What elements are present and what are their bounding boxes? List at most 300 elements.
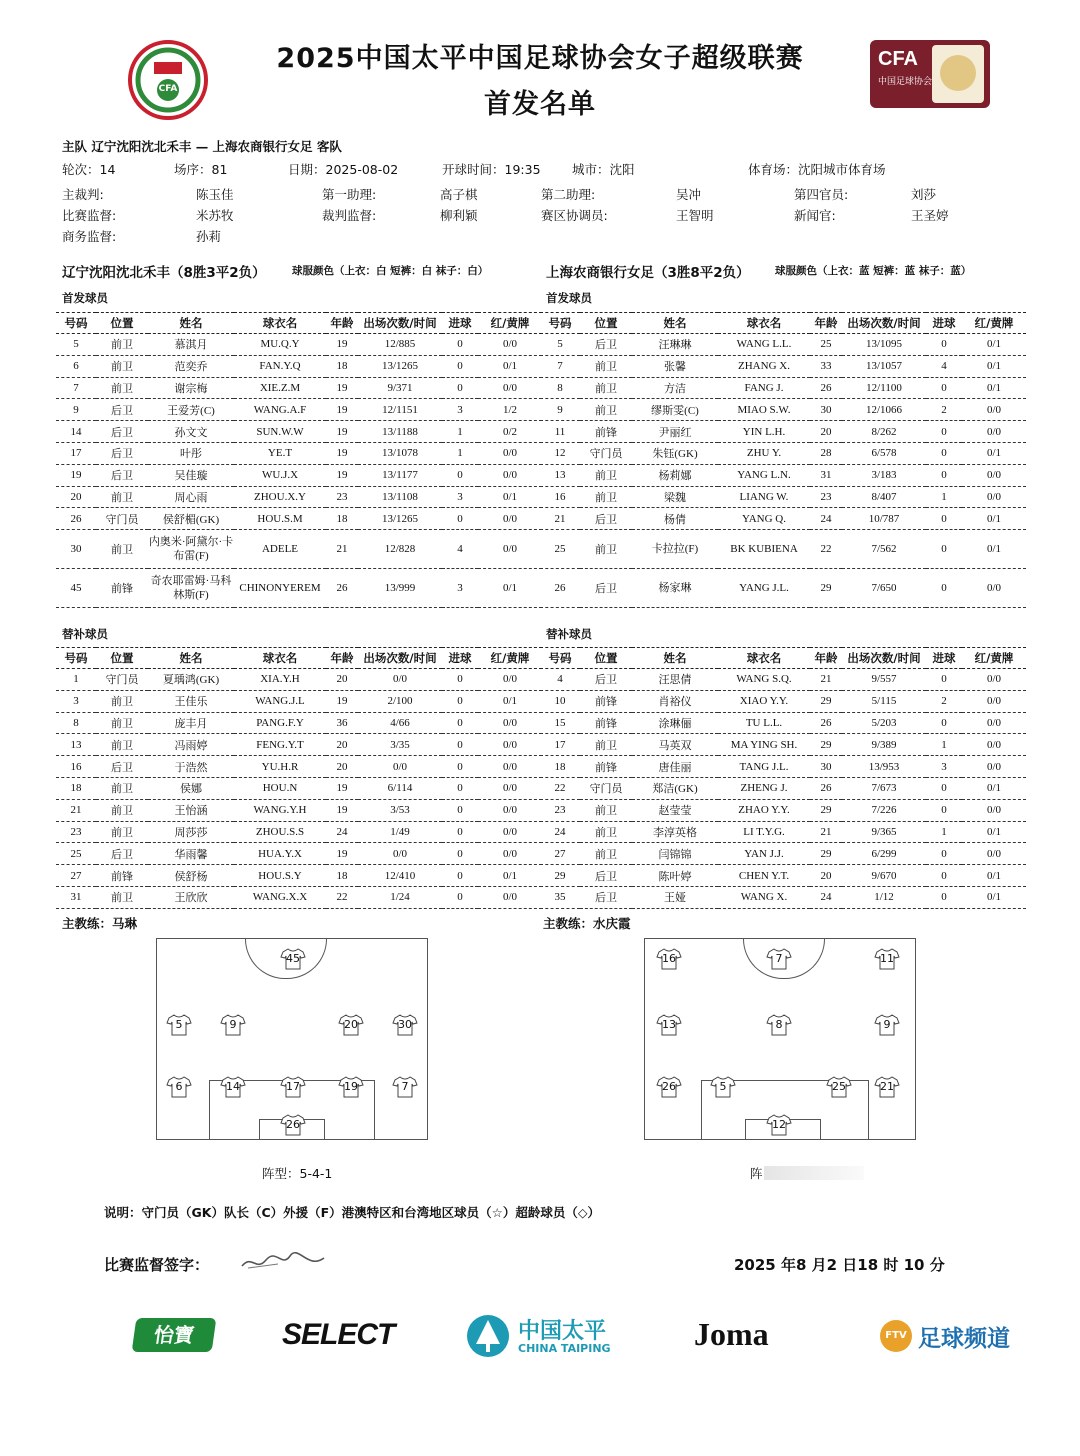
table-cell: 12/410 (358, 865, 442, 887)
column-header: 号码 (540, 313, 580, 334)
table-row (56, 442, 542, 464)
table-cell: 9 (540, 399, 580, 421)
table-cell: 12 (540, 442, 580, 464)
table-cell: YE.T (234, 442, 326, 464)
column-header: 年龄 (326, 313, 358, 334)
table-cell: 29 (810, 734, 842, 756)
table-cell: 0/0 (478, 669, 542, 691)
table-cell: 0/0 (478, 508, 542, 530)
sponsor-select (282, 1318, 394, 1352)
table-cell: 13/1078 (358, 442, 442, 464)
table-cell: LIANG W. (718, 486, 810, 508)
table-row (540, 442, 1026, 464)
table-cell: 7 (540, 355, 580, 377)
table-cell: 25 (810, 334, 842, 356)
table-cell: 0/0 (358, 756, 442, 778)
table-cell: 12/1151 (358, 399, 442, 421)
column-header: 红/黄牌 (962, 648, 1026, 669)
table-cell: 21 (56, 799, 96, 821)
table-cell: 12/885 (358, 334, 442, 356)
sponsor-joma-text: Joma (694, 1316, 769, 1352)
shirt-number: 5 (175, 1018, 183, 1031)
table-cell: 13/1177 (358, 464, 442, 486)
table-cell: SUN.W.W (234, 421, 326, 443)
table-cell: 0/0 (962, 421, 1026, 443)
table-cell: 1 (926, 486, 962, 508)
table-cell: 守门员 (580, 442, 632, 464)
column-header: 进球 (442, 313, 478, 334)
column-header: 球衣名 (718, 313, 810, 334)
table-cell: 0 (926, 886, 962, 908)
table-cell: CHEN Y.T. (718, 865, 810, 887)
home-player-shirt-icon (220, 1014, 246, 1036)
shirt-number: 26 (662, 1080, 676, 1093)
table-cell: 0/0 (962, 669, 1026, 691)
table-row (56, 464, 542, 486)
table-cell: 4 (926, 355, 962, 377)
table-row (56, 486, 542, 508)
shirt-number: 21 (880, 1080, 894, 1093)
coordinator-value: 王智明 (676, 208, 714, 223)
table-cell: 21 (540, 508, 580, 530)
table-row (540, 334, 1026, 356)
table-row (540, 690, 1026, 712)
table-cell: 守门员 (96, 508, 148, 530)
table-cell: 6/578 (842, 442, 926, 464)
home-player-shirt-icon (166, 1076, 192, 1098)
date-value: 2025-08-02 (325, 162, 399, 177)
table-cell: 30 (810, 756, 842, 778)
table-cell: 0 (442, 508, 478, 530)
table-cell: ZHENG J. (718, 777, 810, 799)
table-cell: 0/0 (478, 712, 542, 734)
table-cell: 庞丰月 (148, 712, 234, 734)
table-cell: 9/371 (358, 377, 442, 399)
table-cell: 后卫 (580, 886, 632, 908)
ref-supervisor-value: 柳利颖 (440, 208, 478, 223)
table-cell: 20 (810, 421, 842, 443)
column-header: 年龄 (810, 648, 842, 669)
table-cell: 8 (540, 377, 580, 399)
table-row (56, 886, 542, 908)
shirt-number: 8 (775, 1018, 783, 1031)
table-cell: 12/1100 (842, 377, 926, 399)
table-cell: 13/1265 (358, 355, 442, 377)
table-row (540, 865, 1026, 887)
table-cell: 6/114 (358, 777, 442, 799)
away-coach-label: 主教练： (543, 916, 594, 931)
shirt-number: 20 (344, 1018, 358, 1031)
table-cell: 5 (540, 334, 580, 356)
table-row (540, 886, 1026, 908)
home-player-shirt-icon (280, 948, 306, 970)
table-cell: 0/1 (962, 886, 1026, 908)
table-cell: 0 (442, 734, 478, 756)
table-cell: YANG L.N. (718, 464, 810, 486)
table-cell: 3/53 (358, 799, 442, 821)
table-cell: 0 (926, 843, 962, 865)
table-cell: 0 (442, 799, 478, 821)
table-row (540, 486, 1026, 508)
table-cell: 守门员 (580, 777, 632, 799)
away-kit: 球服颜色（上衣：蓝 短裤：蓝 袜子：蓝） (775, 265, 972, 277)
column-header: 姓名 (632, 313, 718, 334)
table-cell: 4 (540, 669, 580, 691)
table-row (540, 569, 1026, 608)
table-cell: 13/1265 (358, 508, 442, 530)
table-cell: YANG Q. (718, 508, 810, 530)
table-cell: 0/0 (478, 756, 542, 778)
column-header: 姓名 (632, 648, 718, 669)
column-header: 号码 (56, 648, 96, 669)
table-cell: 方洁 (632, 377, 718, 399)
away-starters-label: 首发球员 (546, 291, 592, 305)
sponsor-cestbon-text: 怡寶 (152, 1323, 196, 1347)
table-row (56, 530, 542, 569)
round (62, 160, 115, 178)
column-header: 红/黄牌 (478, 313, 542, 334)
rose-icon (932, 45, 984, 103)
table-cell: 0 (442, 377, 478, 399)
table-cell: ZHAO Y.Y. (718, 799, 810, 821)
table-cell: WANG S.Q. (718, 669, 810, 691)
table-cell: ZHANG X. (718, 355, 810, 377)
table-cell: 内奥米·阿黛尔·卡布雷(F) (148, 530, 234, 569)
home-player-shirt-icon (280, 1114, 306, 1136)
table-cell: 0 (442, 777, 478, 799)
table-cell: 前卫 (580, 530, 632, 569)
shirt-number: 17 (286, 1080, 300, 1093)
table-cell: 叶彤 (148, 442, 234, 464)
table-cell: 前锋 (96, 569, 148, 608)
home-formation-pitch (156, 938, 428, 1140)
table-cell: 1/2 (478, 399, 542, 421)
table-cell: 2/100 (358, 690, 442, 712)
cfa-left-logo-text: CFA (158, 84, 178, 94)
table-cell: 19 (56, 464, 96, 486)
table-cell: 0/0 (358, 669, 442, 691)
table-cell: 0/0 (478, 843, 542, 865)
table-cell: 0 (926, 421, 962, 443)
table-cell: 23 (56, 821, 96, 843)
home-coach (62, 914, 137, 932)
table-cell: 孙文文 (148, 421, 234, 443)
table-cell: 0 (926, 530, 962, 569)
table-cell: 0/0 (478, 377, 542, 399)
round-value: 14 (99, 162, 116, 177)
table-cell: 前卫 (96, 355, 148, 377)
table-cell: 13 (56, 734, 96, 756)
table-cell: 3 (442, 486, 478, 508)
table-cell: 前卫 (96, 530, 148, 569)
shirt-number: 25 (832, 1080, 846, 1093)
table-cell: 16 (540, 486, 580, 508)
table-cell: 张馨 (632, 355, 718, 377)
table-cell: 27 (540, 843, 580, 865)
table-row (56, 821, 542, 843)
table-cell: 9/670 (842, 865, 926, 887)
home-kit: 球服颜色（上衣：白 短裤：白 袜子：白） (292, 265, 489, 277)
table-cell: 13/999 (358, 569, 442, 608)
table-cell: 3/183 (842, 464, 926, 486)
table-cell: XIE.Z.M (234, 377, 326, 399)
page-subtitle: 首发名单 (484, 89, 596, 120)
home-subs-table (56, 647, 542, 909)
table-row (56, 690, 542, 712)
table-cell: 陈叶婷 (632, 865, 718, 887)
table-cell: 后卫 (580, 669, 632, 691)
venue-label: 体育场： (748, 162, 799, 177)
table-cell: 后卫 (580, 865, 632, 887)
table-cell: 22 (540, 777, 580, 799)
column-header: 号码 (540, 648, 580, 669)
table-cell: 0/0 (478, 530, 542, 569)
table-cell: 杨莉娜 (632, 464, 718, 486)
date (288, 160, 398, 178)
table-cell: 赵莹莹 (632, 799, 718, 821)
table-cell: 26 (56, 508, 96, 530)
shirt-number: 45 (286, 952, 300, 965)
column-header: 位置 (96, 648, 148, 669)
table-cell: 29 (810, 569, 842, 608)
table-cell: 0/1 (962, 777, 1026, 799)
table-cell: 0 (926, 777, 962, 799)
away-coach-value: 水庆霞 (593, 916, 631, 931)
table-cell: 0/1 (478, 569, 542, 608)
table-cell: 24 (326, 821, 358, 843)
city-label: 城市： (572, 162, 610, 177)
ar2-value: 吴冲 (676, 187, 702, 202)
table-cell: 19 (326, 777, 358, 799)
table-cell: 5 (56, 334, 96, 356)
sponsor-taiping-en: CHINA TAIPING (518, 1342, 611, 1355)
table-cell: 2 (926, 690, 962, 712)
sponsor-cestbon (132, 1318, 217, 1352)
column-header: 姓名 (148, 313, 234, 334)
table-cell: 0/0 (478, 886, 542, 908)
away-team-name: 上海农商银行女足（3胜8平2负） (546, 265, 750, 281)
cfa-right-logo-text: CFA (878, 48, 918, 70)
table-cell: 26 (810, 712, 842, 734)
ar1-label: 第一助理: (322, 187, 377, 202)
column-header: 位置 (580, 313, 632, 334)
table-cell: 0 (926, 377, 962, 399)
table-cell: 20 (56, 486, 96, 508)
table-row (56, 799, 542, 821)
table-cell: 前卫 (96, 777, 148, 799)
table-cell: 2 (926, 399, 962, 421)
table-row (540, 355, 1026, 377)
table-cell: 吴佳璇 (148, 464, 234, 486)
table-cell: 0/0 (962, 464, 1026, 486)
sponsor-select-text: SELECT (282, 1318, 395, 1351)
table-cell: 前卫 (96, 334, 148, 356)
table-cell: FANG J. (718, 377, 810, 399)
table-cell: 李淳英格 (632, 821, 718, 843)
signature-image (238, 1248, 328, 1276)
table-row (56, 334, 542, 356)
table-cell: 0/0 (478, 334, 542, 356)
away-subs-table (540, 647, 1026, 909)
table-cell: 0 (926, 442, 962, 464)
home-player-shirt-icon (338, 1076, 364, 1098)
table-cell: 侯娜 (148, 777, 234, 799)
table-cell: 1/24 (358, 886, 442, 908)
table-cell: 侯舒楣(GK) (148, 508, 234, 530)
away-subs-label: 替补球员 (546, 627, 592, 641)
fourth-official-value: 刘莎 (911, 187, 937, 202)
column-header: 位置 (580, 648, 632, 669)
table-cell: 周心雨 (148, 486, 234, 508)
table-cell: 王爱芳(C) (148, 399, 234, 421)
table-cell: 18 (326, 865, 358, 887)
sponsor-china-taiping (466, 1312, 626, 1360)
table-cell: 25 (540, 530, 580, 569)
table-cell: ZHU Y. (718, 442, 810, 464)
table-cell: TANG J.L. (718, 756, 810, 778)
table-row (56, 756, 542, 778)
table-cell: 前卫 (580, 464, 632, 486)
table-cell: 7/562 (842, 530, 926, 569)
table-cell: 前锋 (96, 865, 148, 887)
table-cell: 侯舒杨 (148, 865, 234, 887)
away-formation: 阵 (750, 1166, 763, 1181)
table-cell: 范奕乔 (148, 355, 234, 377)
table-header-row (56, 313, 542, 334)
legend-text: 说明：守门员（GK）队长（C）外援（F）港澳特区和台湾地区球员（☆）超龄球员（◇） (104, 1205, 600, 1220)
table-cell: 8/407 (842, 486, 926, 508)
column-header: 出场次数/时间 (842, 313, 926, 334)
table-cell: 27 (56, 865, 96, 887)
table-cell: 26 (810, 777, 842, 799)
table-row (56, 399, 542, 421)
table-cell: 尹丽红 (632, 421, 718, 443)
column-header: 进球 (926, 648, 962, 669)
table-cell: 23 (810, 486, 842, 508)
table-cell: 25 (56, 843, 96, 865)
table-cell: 10/787 (842, 508, 926, 530)
table-cell: FAN.Y.Q (234, 355, 326, 377)
table-row (540, 734, 1026, 756)
teams-line: 主队 辽宁沈阳沈北禾丰 — 上海农商银行女足 客队 (62, 139, 342, 154)
table-cell: 0/0 (478, 777, 542, 799)
table-cell: 19 (326, 421, 358, 443)
table-cell: 3/35 (358, 734, 442, 756)
table-cell: 13/1057 (842, 355, 926, 377)
shirt-number: 7 (401, 1080, 409, 1093)
table-cell: 前卫 (580, 377, 632, 399)
home-starters-label: 首发球员 (62, 291, 108, 305)
round-label: 轮次： (62, 162, 100, 177)
table-cell: YAN J.J. (718, 843, 810, 865)
table-cell: 19 (326, 334, 358, 356)
table-cell: 23 (326, 486, 358, 508)
table-cell: 唐佳丽 (632, 756, 718, 778)
shirt-number: 12 (772, 1118, 786, 1131)
table-cell: 3 (926, 756, 962, 778)
table-cell: 7/673 (842, 777, 926, 799)
shirt-number: 9 (883, 1018, 891, 1031)
table-cell: 前锋 (580, 421, 632, 443)
table-cell: 18 (56, 777, 96, 799)
table-cell: 0 (442, 886, 478, 908)
table-cell: 26 (326, 569, 358, 608)
date-label: 日期： (288, 162, 326, 177)
table-cell: 0/0 (962, 569, 1026, 608)
away-player-shirt-icon (656, 1076, 682, 1098)
table-cell: 0 (926, 334, 962, 356)
table-cell: 郑洁(GK) (632, 777, 718, 799)
table-cell: 0/0 (962, 712, 1026, 734)
table-cell: 0/0 (962, 843, 1026, 865)
table-cell: 0/1 (478, 486, 542, 508)
column-header: 红/黄牌 (478, 648, 542, 669)
table-cell: 前卫 (580, 799, 632, 821)
table-cell: 12/1066 (842, 399, 926, 421)
table-cell: 0/0 (478, 442, 542, 464)
table-row (540, 508, 1026, 530)
match-no-label: 场序： (174, 162, 212, 177)
kickoff-value: 19:35 (504, 162, 541, 177)
away-player-shirt-icon (826, 1076, 852, 1098)
column-header: 红/黄牌 (962, 313, 1026, 334)
taiping-tree-icon (466, 1314, 510, 1358)
table-row (540, 843, 1026, 865)
table-cell: 0 (926, 712, 962, 734)
away-player-shirt-icon (874, 1076, 900, 1098)
table-cell: 于浩然 (148, 756, 234, 778)
table-cell: 1 (926, 734, 962, 756)
table-cell: WU.J.X (234, 464, 326, 486)
shirt-number: 6 (175, 1080, 183, 1093)
table-cell: 0/0 (478, 821, 542, 843)
table-cell: 0 (442, 712, 478, 734)
table-cell: YIN L.H. (718, 421, 810, 443)
table-cell: WANG X. (718, 886, 810, 908)
table-cell: 前卫 (580, 821, 632, 843)
table-cell: ADELE (234, 530, 326, 569)
table-row (540, 464, 1026, 486)
table-cell: 0 (926, 508, 962, 530)
table-cell: 后卫 (96, 421, 148, 443)
table-cell: 前卫 (580, 486, 632, 508)
table-cell: 朱钰(GK) (632, 442, 718, 464)
table-cell: 谢宗梅 (148, 377, 234, 399)
table-cell: 0 (442, 756, 478, 778)
table-header-row (540, 313, 1026, 334)
table-cell: 0 (442, 690, 478, 712)
table-row (56, 508, 542, 530)
table-cell: 0 (442, 821, 478, 843)
table-cell: 21 (810, 669, 842, 691)
table-cell: 前卫 (580, 843, 632, 865)
table-cell: 10 (540, 690, 580, 712)
table-cell: 夏瑀鸿(GK) (148, 669, 234, 691)
table-header-row (540, 648, 1026, 669)
table-cell: 1/49 (358, 821, 442, 843)
home-starters-table (56, 312, 542, 608)
table-cell: 13/1095 (842, 334, 926, 356)
table-cell: 21 (326, 530, 358, 569)
home-player-shirt-icon (280, 1076, 306, 1098)
press-officer-label: 新闻官: (794, 208, 836, 223)
table-cell: 前锋 (580, 712, 632, 734)
table-cell: 慕淇月 (148, 334, 234, 356)
column-header: 位置 (96, 313, 148, 334)
table-cell: 9/389 (842, 734, 926, 756)
table-cell: 0/2 (478, 421, 542, 443)
kickoff-label: 开球时间： (442, 162, 505, 177)
